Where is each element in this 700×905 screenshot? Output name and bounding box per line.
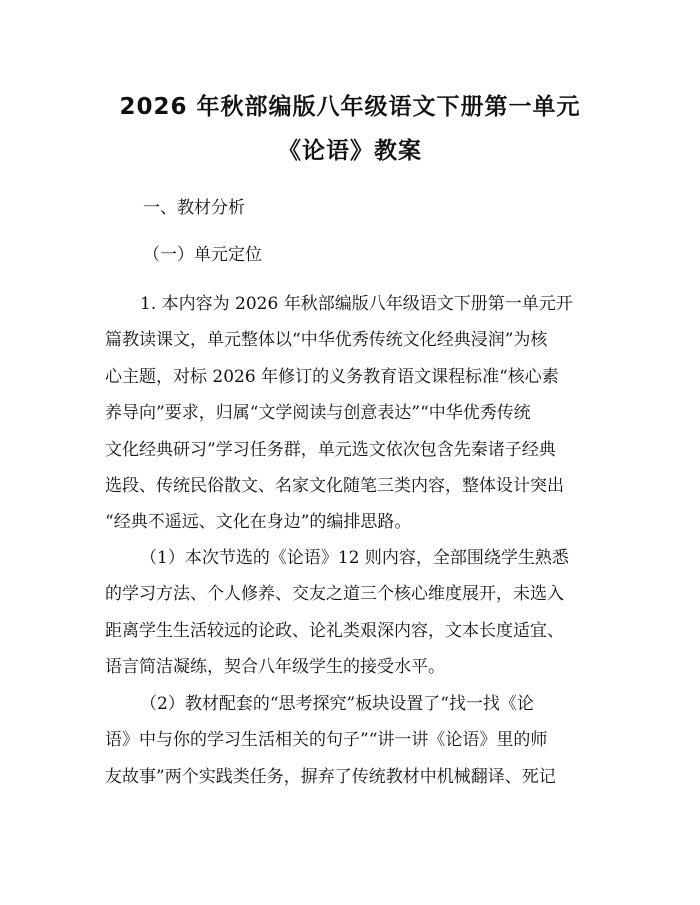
paragraph-line: 文化经典研习”学习任务群，单元选文依次包含先秦诸子经典 (105, 439, 556, 460)
paragraph (105, 686, 599, 795)
section-heading: 一、教材分析 (143, 198, 245, 218)
paragraph (105, 286, 599, 541)
paragraph-line: 篇教读课文，单元整体以“中华优秀传统文化经典浸润”为核 (105, 330, 548, 351)
paragraph-line: 友故事”两个实践类任务，摒弃了传统教材中机械翻译、死记 (105, 766, 556, 787)
paragraph-line: 养导向”要求，归属“文学阅读与创意表达”“中华优秀传统 (105, 403, 531, 424)
paragraph-line: 距离学生生活较远的论政、论礼类艰深内容，文本长度适宜、 (105, 620, 564, 641)
paragraph-line: 语言简洁凝练，契合八年级学生的接受水平。 (105, 657, 445, 678)
paragraph-line: 语》中与你的学习生活相关的句子”“讲一讲《论语》里的师 (105, 730, 548, 751)
document-title: 2026 年秋部编版八年级语文下册第一单元 (119, 94, 581, 120)
subsection-heading: （一）单元定位 (143, 245, 262, 265)
paragraph-line: “经典不遥远、文化在身边”的编排思路。 (105, 512, 412, 533)
document-subtitle: 《论语》教案 (278, 138, 422, 164)
paragraph (105, 540, 599, 686)
paragraph-line: 的学习方法、个人修养、交友之道三个核心维度展开，未选入 (105, 584, 564, 605)
paragraph-line: （1）本次节选的《论语》12 则内容，全部围绕学生熟悉 (140, 548, 569, 568)
paragraph-line: （2）教材配套的“思考探究”板块设置了“找一找《论 (140, 694, 534, 714)
paragraph-line: 选段、传统民俗散文、名家文化随笔三类内容，整体设计突出 (105, 475, 564, 496)
paragraph-line: 心主题，对标 2026 年修订的义务教育语文课程标准“核心素 (105, 366, 559, 387)
paragraph-line: 1. 本内容为 2026 年秋部编版八年级语文下册第一单元开 (140, 294, 573, 314)
